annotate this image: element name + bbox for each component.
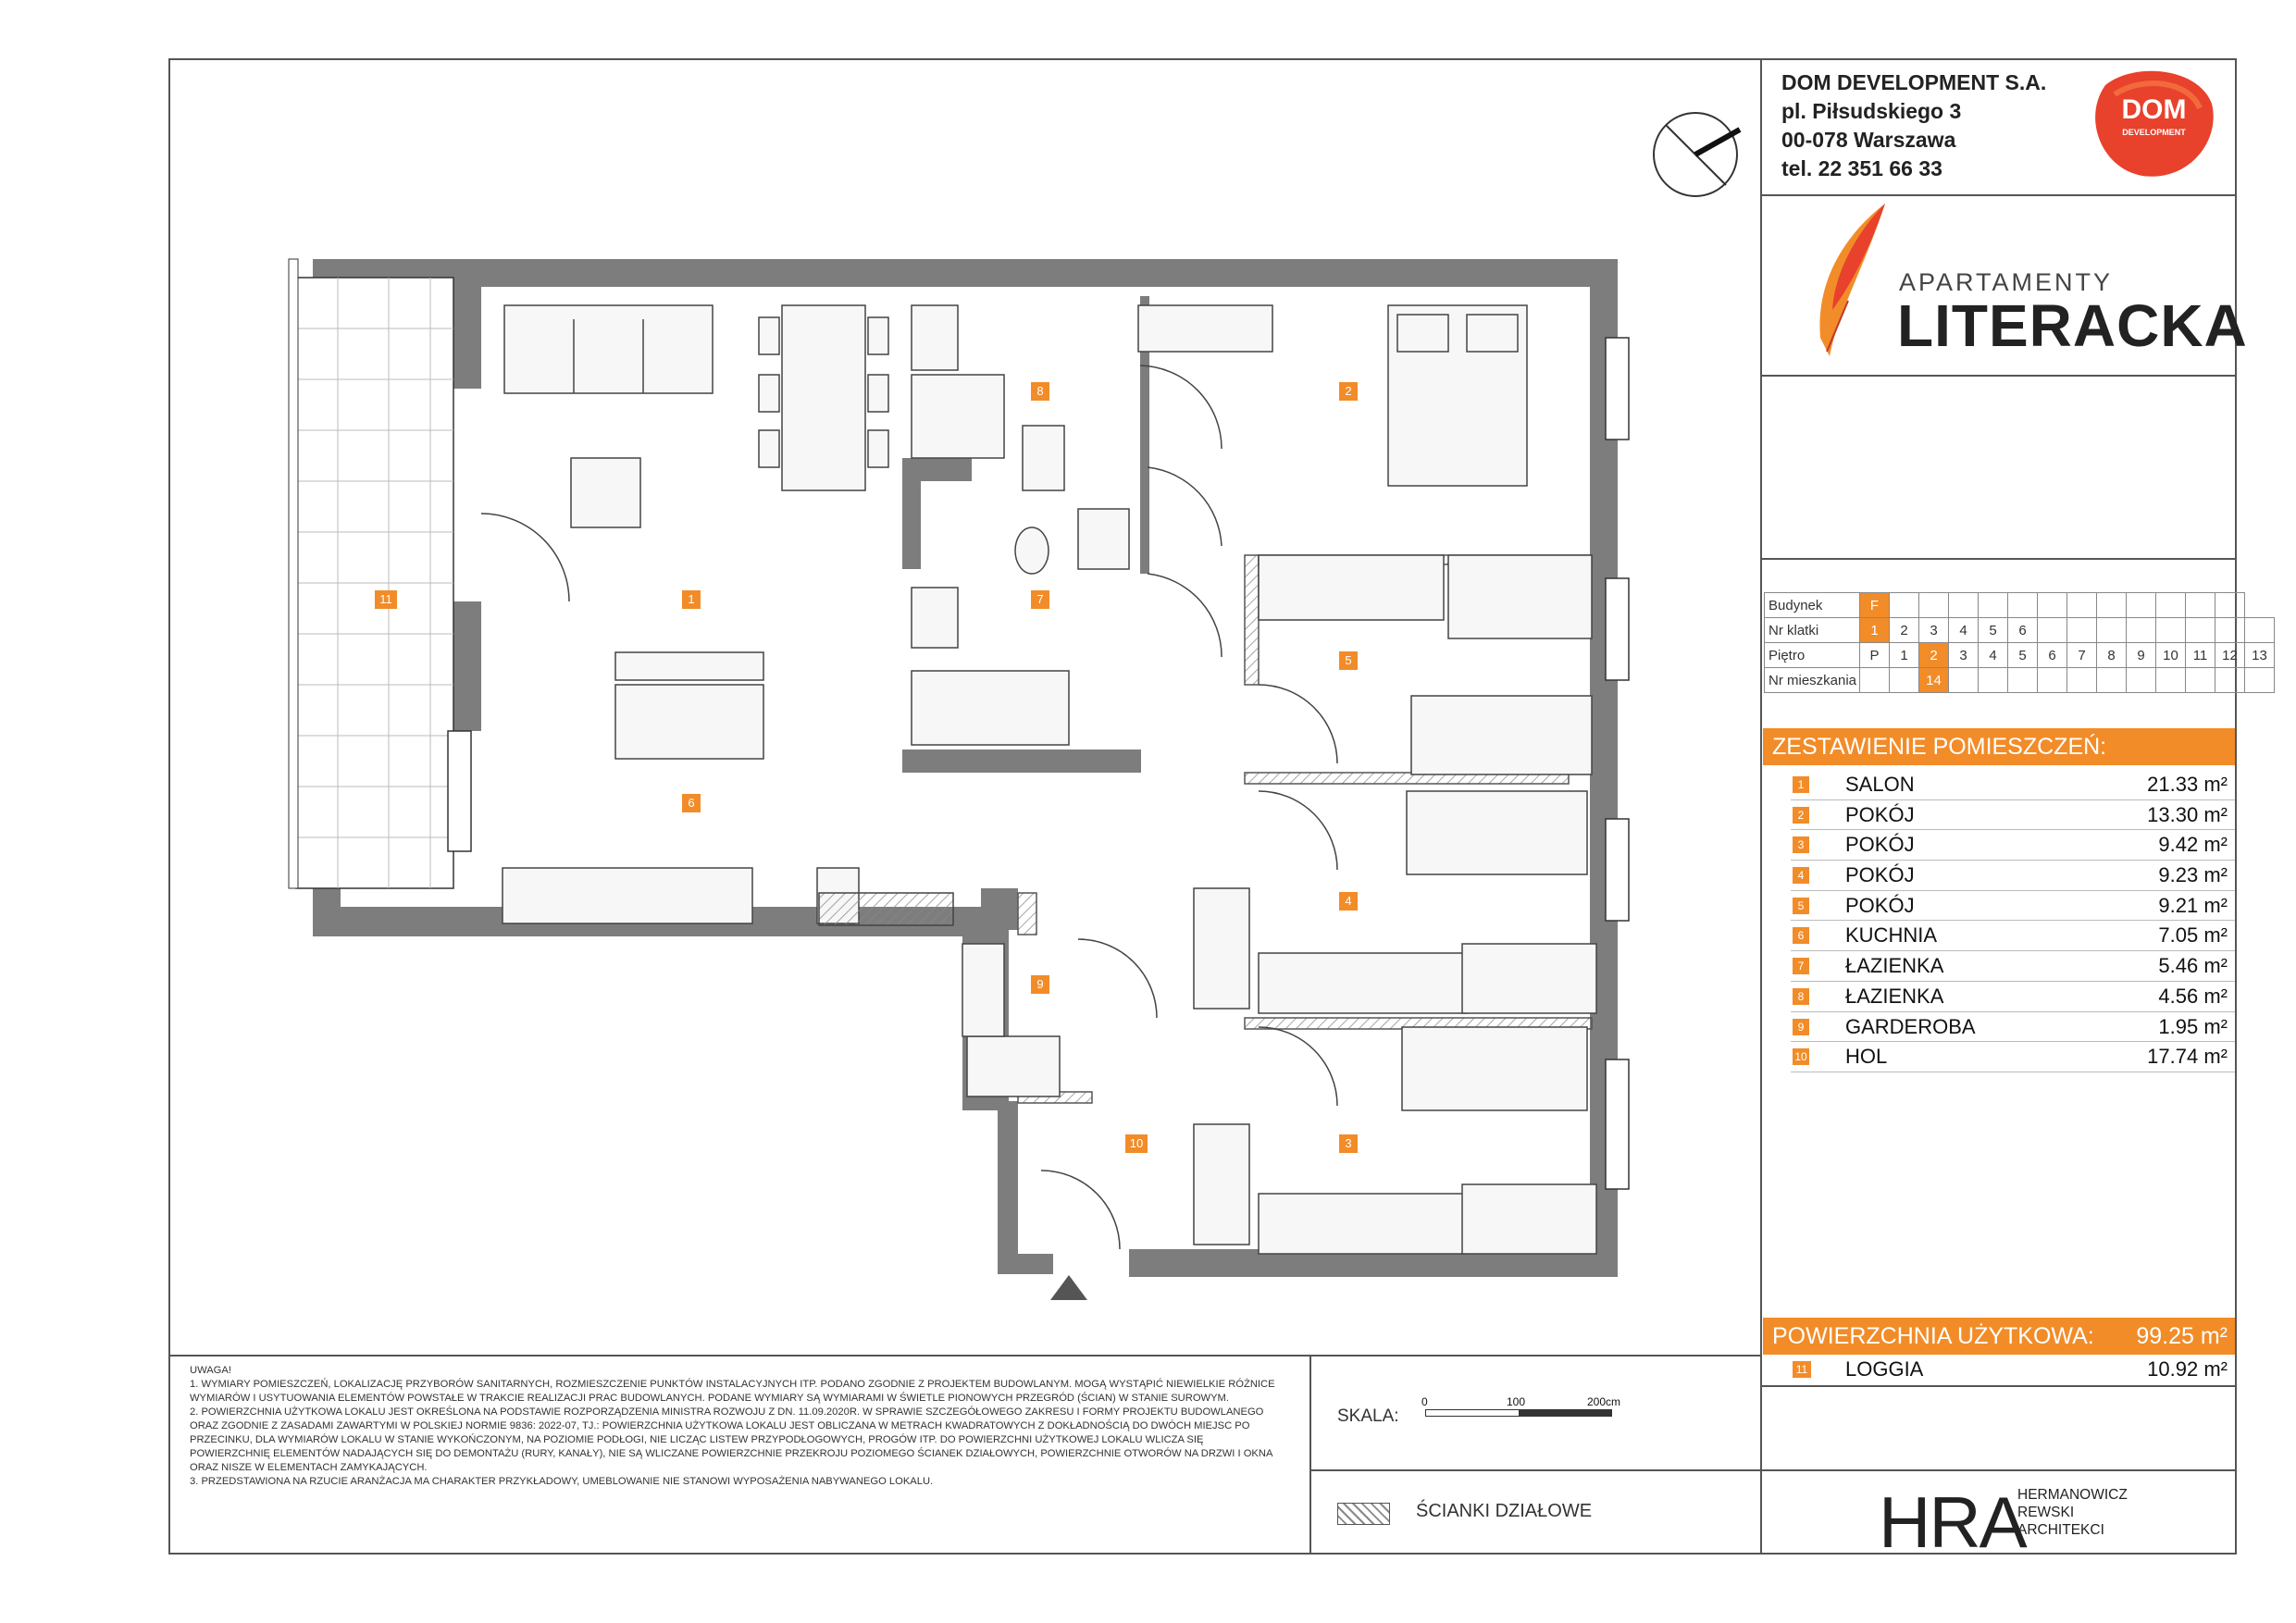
room-row <box>1791 982 2235 1012</box>
project-name: LITERACKA <box>1897 292 2248 359</box>
dom-development-logo <box>2087 67 2216 182</box>
room-row <box>1791 1042 2235 1072</box>
room-area: 9.21 m² <box>2158 893 2228 917</box>
selector-cell: 2 <box>1890 618 1919 643</box>
loggia-row <box>1791 1355 2235 1384</box>
plan-label-1: 1 <box>682 590 701 609</box>
divider-legend <box>1309 1469 1762 1471</box>
selector-row-budynek <box>1765 593 2275 618</box>
room-name: POKÓJ <box>1845 893 1915 917</box>
architect-line: ARCHITEKCI <box>2017 1522 2104 1538</box>
selector-cell: 11 <box>2186 643 2215 668</box>
scale-bar <box>1425 1409 1612 1417</box>
divider-scale <box>1309 1355 1311 1555</box>
plan-label-2: 2 <box>1339 382 1358 401</box>
divider-keyplan <box>1762 558 2235 560</box>
room-row <box>1791 1012 2235 1043</box>
company-block <box>1781 68 2046 183</box>
scale-tick-200: 200cm <box>1587 1395 1621 1408</box>
room-area: 9.23 m² <box>2158 863 2228 887</box>
room-area: 7.05 m² <box>2158 923 2228 948</box>
room-num: 4 <box>1793 867 1809 884</box>
legend-swatch <box>1337 1503 1390 1525</box>
company-phone: tel. 22 351 66 33 <box>1781 156 1942 180</box>
selector-cell: 13 <box>2245 643 2275 668</box>
summary-heading: ZESTAWIENIE POMIESZCZEŃ: <box>1763 728 2235 765</box>
room-row <box>1791 891 2235 922</box>
note-item: 2. POWIERZCHNIA UŻYTKOWA LOKALU JEST OKREŚLONA NA PODSTAWIE ROZPORZĄDZENIA MINISTRA ROZWOJU Z DN. 11.09.2020R. W SPRAWIE SZCZEGÓŁOWEGO ZAKRESU I FORMY PROJEKTU BUDOWLANEGO ORAZ ZGODNIE Z ZASADAMI ZAWARTYMI W POLSKIEJ NORMIE 9836: 2022-07, TJ.: POWIERZCHNIA UŻYTKOWA LOKALU JEST OBLICZANA W METRACH KWADRATOWYCH Z DOKŁADNOŚCIĄ DO DWÓCH MIEJSC PO PRZECINKU, DLA WYMIARÓW LOKALU W STANIE WYKOŃCZONYM, NA POZIOMIE PODŁOGI, NIE LICZĄC LISTEW PRZYPODŁOGOWYCH, PROGÓW ITP. DO POWIERZCHNI UŻYTKOWEJ LOKALU WLICZA SIĘ POWIERZCHNIĘ ELEMENTÓW NADAJĄCYCH SIĘ DO DEMONTAŻU (RURY, KANAŁY), NIE SĄ WLICZANE POWIERZCHNIE PRZEKROJU POZIOMEGO ŚCIANEK DZIAŁOWYCH, POWIERZCHNIE OTWORÓW NA DRZWI I OKNA ORAZ NISZE W ELEMENTACH ZAMYKAJĄCYCH. <box>190 1406 1272 1473</box>
selector-cell: P <box>1860 643 1890 668</box>
plan-label-4: 4 <box>1339 892 1358 911</box>
selector-cell: 1 <box>1890 643 1919 668</box>
selector-cell: 9 <box>2127 643 2156 668</box>
room-name: KUCHNIA <box>1845 923 1938 948</box>
room-name: POKÓJ <box>1845 863 1915 887</box>
selector-label: Nr klatki <box>1765 618 1860 643</box>
room-name: ŁAZIENKA <box>1845 984 1944 1008</box>
divider-brand <box>1762 375 2235 377</box>
bathroom-fixtures <box>912 305 1129 745</box>
room-row <box>1791 770 2235 800</box>
room-name: POKÓJ <box>1845 802 1915 826</box>
logo-sub: DEVELOPMENT <box>2122 128 2186 137</box>
room-num: 9 <box>1793 1019 1809 1035</box>
room-row <box>1791 830 2235 861</box>
loggia-num: 11 <box>1793 1361 1811 1378</box>
company-street: pl. Piłsudskiego 3 <box>1781 99 1962 123</box>
total-area-bar <box>1763 1318 2235 1355</box>
selector-cell: 6 <box>2038 643 2067 668</box>
room-area: 1.95 m² <box>2158 1014 2228 1038</box>
room-area: 13.30 m² <box>2147 802 2228 826</box>
selector-cell: 3 <box>1949 643 1979 668</box>
plan-label-11: 11 <box>375 590 397 609</box>
selector-row-mieszkanie <box>1765 668 2275 693</box>
loggia <box>289 259 453 888</box>
total-area-value: 99.25 m² <box>2136 1323 2228 1349</box>
selector-cell: 4 <box>1979 643 2008 668</box>
notes-title: UWAGA! <box>190 1365 231 1376</box>
divider-loggia <box>1762 1385 2235 1387</box>
room-name: GARDEROBA <box>1845 1014 1976 1038</box>
room-num: 2 <box>1793 807 1809 824</box>
room-num: 10 <box>1793 1048 1809 1065</box>
company-name: DOM DEVELOPMENT S.A. <box>1781 70 2047 94</box>
scale-label: SKALA: <box>1337 1406 1399 1426</box>
architect-lines <box>2017 1486 2128 1539</box>
plan-label-7: 7 <box>1031 590 1049 609</box>
room-name: HOL <box>1845 1045 1888 1069</box>
legend-label: ŚCIANKI DZIAŁOWE <box>1416 1501 1593 1521</box>
room-area: 17.74 m² <box>2147 1045 2228 1069</box>
room-area: 9.42 m² <box>2158 833 2228 857</box>
total-area-label: POWIERZCHNIA UŻYTKOWA: <box>1772 1323 2094 1349</box>
room-num: 7 <box>1793 958 1809 974</box>
selector-cell: F <box>1860 593 1890 618</box>
room-name: ŁAZIENKA <box>1845 954 1944 978</box>
architect-logo-text: HRA <box>1879 1481 2026 1563</box>
selector-cell: 6 <box>2008 618 2038 643</box>
room-name: POKÓJ <box>1845 833 1915 857</box>
selector-cell: 14 <box>1919 668 1949 693</box>
divider-company <box>1762 194 2235 196</box>
architect-line: REWSKI <box>2017 1505 2075 1520</box>
plan-label-3: 3 <box>1339 1134 1358 1153</box>
selector-cell: 2 <box>1919 643 1949 668</box>
feather-icon <box>1806 199 1894 361</box>
entrance-arrow-icon <box>1050 1275 1087 1300</box>
scale-tick-0: 0 <box>1421 1395 1428 1408</box>
notes-block <box>190 1364 1286 1489</box>
room-row <box>1791 951 2235 982</box>
selector-cell: 12 <box>2215 643 2245 668</box>
selector-label: Nr mieszkania <box>1765 668 1860 693</box>
selector-cell: 7 <box>2067 643 2097 668</box>
compass-icon <box>1654 113 1740 196</box>
scale-tick-100: 100 <box>1507 1395 1526 1408</box>
selector-cell: 1 <box>1860 618 1890 643</box>
logo-text: DOM <box>2121 94 2187 125</box>
room-row <box>1791 800 2235 831</box>
room-area: 5.46 m² <box>2158 954 2228 978</box>
selector-cell: 4 <box>1949 618 1979 643</box>
room-row <box>1791 861 2235 891</box>
plan-label-8: 8 <box>1031 382 1049 401</box>
room-area: 4.56 m² <box>2158 984 2228 1008</box>
room-area: 21.33 m² <box>2147 773 2228 796</box>
selector-cell: 10 <box>2156 643 2186 668</box>
loggia-area: 10.92 m² <box>2147 1357 2228 1381</box>
note-item: 3. PRZEDSTAWIONA NA RZUCIE ARANŻACJA MA CHARAKTER PRZYKŁADOWY, UMEBLOWANIE NIE STANOWI WYPOSAŻENIA NABYWANEGO LOKALU. <box>190 1476 934 1487</box>
selector-cell: 5 <box>1979 618 2008 643</box>
divider-hra <box>1762 1469 2235 1471</box>
loggia-name: LOGGIA <box>1845 1357 1924 1381</box>
room-num: 1 <box>1793 776 1809 793</box>
selector-row-klatka <box>1765 618 2275 643</box>
selector-label: Budynek <box>1765 593 1860 618</box>
floor-plan <box>170 60 1762 1356</box>
room-num: 5 <box>1793 898 1809 914</box>
selector-cell: 3 <box>1919 618 1949 643</box>
plan-label-6: 6 <box>682 794 701 812</box>
apartment-selector <box>1764 592 2275 693</box>
room-list <box>1791 770 2235 1072</box>
room-name: SALON <box>1845 773 1915 796</box>
note-item: 1. WYMIARY POMIESZCZEŃ, LOKALIZACJĘ PRZYBORÓW SANITARNYCH, ROZMIESZCZENIE PUNKTÓW INSTALACYJNYCH ITP. PODANO ZGODNIE Z PROJEKTEM BUDOWLANYM. MOGĄ WYSTĄPIĆ NIEWIELKIE RÓŻNICE WYMIARÓW I USYTUOWANIA ELEMENTÓW POWSTAŁE W TRAKCIE REALIZACJI PRAC BUDOWLANYCH. PODANE WYMIARY SĄ WYMIARAMI W ŚWIETLE PIONOWYCH PRZEGRÓD (ŚCIAN) W STANIE SUROWYM. <box>190 1379 1275 1404</box>
company-city: 00-078 Warszawa <box>1781 128 1956 152</box>
selector-cell: 8 <box>2097 643 2127 668</box>
selector-cell: 5 <box>2008 643 2038 668</box>
selector-label: Piętro <box>1765 643 1860 668</box>
selector-row-pietro <box>1765 643 2275 668</box>
architect-line: HERMANOWICZ <box>2017 1487 2128 1503</box>
room-num: 8 <box>1793 988 1809 1005</box>
project-prefix: APARTAMENTY <box>1899 268 2114 296</box>
plan-label-5: 5 <box>1339 651 1358 670</box>
plan-label-9: 9 <box>1031 975 1049 994</box>
plan-label-10: 10 <box>1125 1134 1148 1153</box>
room-num: 3 <box>1793 836 1809 853</box>
room-num: 6 <box>1793 927 1809 944</box>
room-row <box>1791 921 2235 951</box>
